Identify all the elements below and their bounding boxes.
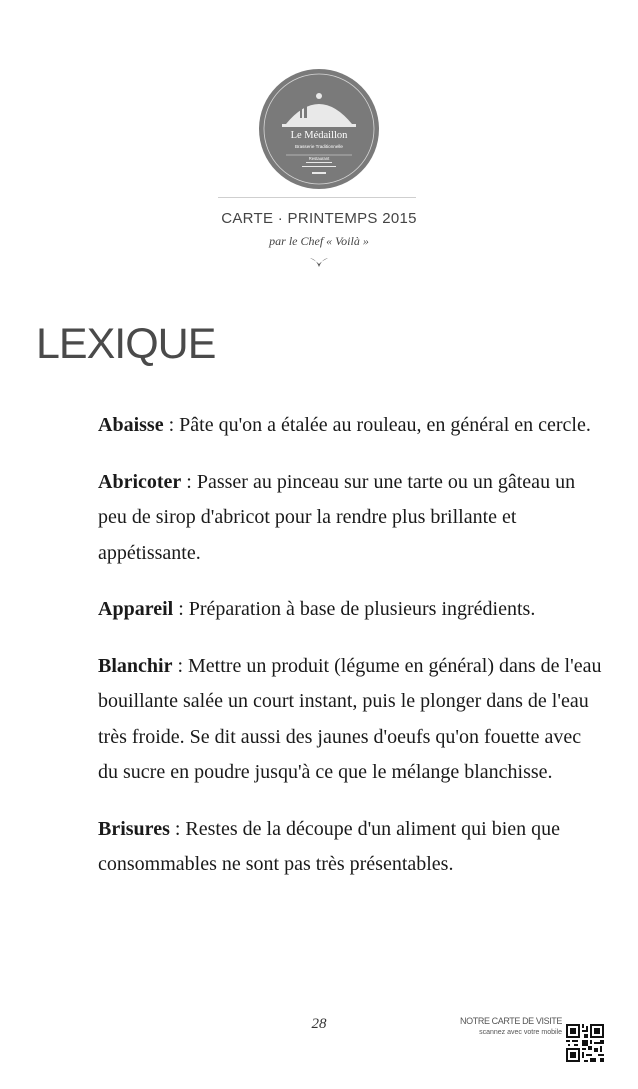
term-separator: : [173, 598, 189, 620]
page-number: 28 [311, 1016, 327, 1032]
qr-code-icon[interactable] [566, 1024, 604, 1062]
glossary-definition: Pâte qu'on a étalée au rouleau, en général en cercle. [179, 414, 591, 436]
glossary-term: Blanchir [98, 654, 173, 677]
glossary-term: Appareil [98, 598, 174, 620]
glossary-entry [98, 812, 603, 883]
term-separator: : [181, 470, 197, 493]
glossary-term: Brisures [98, 817, 170, 840]
glossary-entry [98, 649, 603, 791]
qr-caption [460, 1016, 562, 1038]
term-separator: : [172, 654, 189, 677]
restaurant-logo [256, 66, 382, 192]
qr-caption-subtitle: scannez avec votre mobile [479, 1029, 562, 1036]
glossary-definition: Préparation à base de plusieurs ingrédients. [188, 598, 536, 620]
logo-line-1: Brasserie Traditionnelle [294, 144, 344, 149]
glossary-term: Abricoter [98, 470, 182, 493]
glossary-entry [98, 408, 603, 444]
section-title: LEXIQUE [36, 320, 216, 368]
logo-line-2: Restaurant [308, 156, 330, 161]
menu-subtitle: CARTE · PRINTEMPS 2015 [221, 210, 417, 227]
glossary-list [98, 408, 603, 904]
glossary-entry [98, 465, 603, 572]
glossary-term: Abaisse [98, 414, 164, 436]
cloche-logo-icon [256, 66, 382, 192]
glossary-definition: Restes de la découpe d'un aliment qui bien que consommables ne sont pas très présentables. [98, 817, 561, 875]
glossary-definition: Passer au pinceau sur une tarte ou un gâteau un peu de sirop d'abricot pour la rendre plus brillante et appétissante. [98, 470, 576, 564]
glossary-definition: Mettre un produit (légume en général) dans de l'eau bouillante salée un court instant, puis le plonger dans de l'eau très froide. Se dit aussi des jaunes d'oeufs qu'on fouette avec du sucre en poudre jusqu'à ce que le mélange blanchisse. [98, 654, 602, 783]
glossary-entry [98, 592, 603, 628]
qr-caption-title: NOTRE CARTE DE VISITE [460, 1016, 562, 1026]
chef-byline: par le Chef « Voilà » [269, 234, 369, 248]
logo-name: Le Médaillon [290, 130, 348, 141]
term-separator: : [163, 414, 180, 436]
term-separator: : [169, 817, 186, 840]
ornament-flourish-icon [309, 256, 329, 268]
header-divider [218, 197, 416, 198]
